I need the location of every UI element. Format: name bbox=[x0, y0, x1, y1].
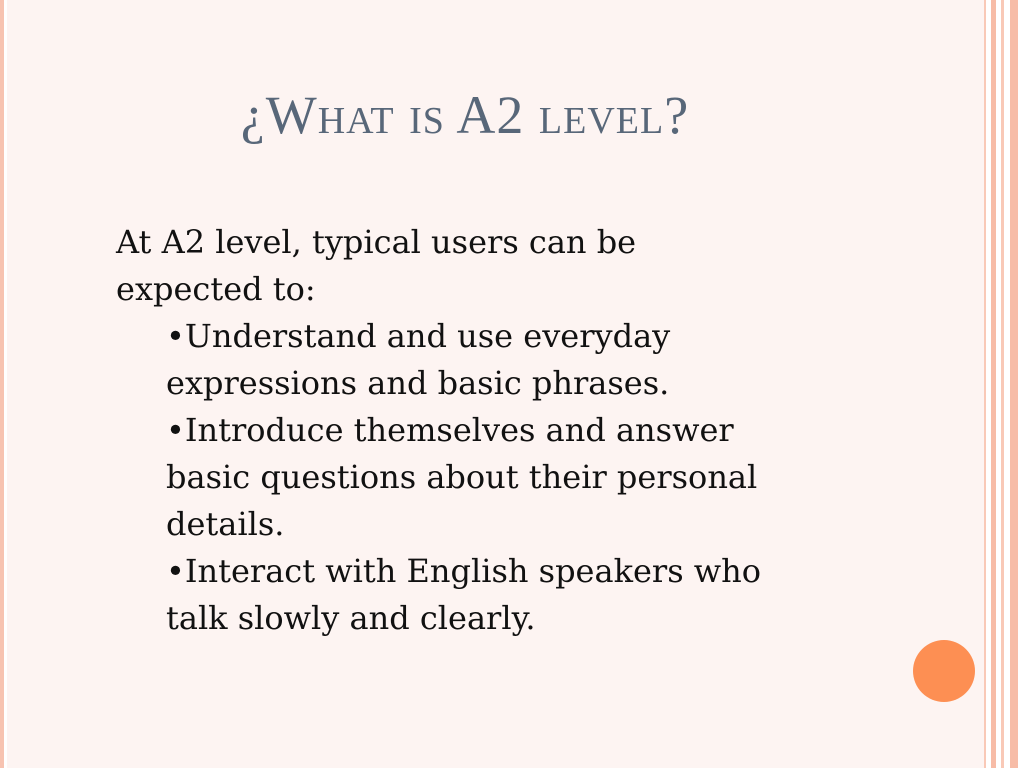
right-decorative-stripes bbox=[984, 0, 1024, 768]
bullet-item bbox=[166, 548, 806, 642]
stripe bbox=[984, 0, 986, 768]
stripe bbox=[1001, 0, 1004, 768]
bullet-list bbox=[116, 313, 836, 642]
stripe bbox=[1010, 0, 1018, 768]
slide-body bbox=[116, 219, 836, 642]
bullet-text: Interact with English speakers who talk slowly and clearly. bbox=[166, 552, 762, 637]
intro-text: At A2 level, typical users can be expected to: bbox=[116, 223, 637, 308]
bullet-marker: • bbox=[166, 317, 185, 355]
bullet-text: Introduce themselves and answer basic questions about their personal details. bbox=[166, 411, 758, 543]
bullet-text: Understand and use everyday expressions and basic phrases. bbox=[166, 317, 671, 402]
bullet-marker: • bbox=[166, 411, 185, 449]
bullet-item bbox=[166, 407, 806, 548]
bullet-marker: • bbox=[166, 552, 185, 590]
slide-title: ¿What is A2 level? bbox=[240, 85, 690, 145]
stripe bbox=[991, 0, 996, 768]
bullet-item bbox=[166, 313, 806, 407]
orange-circle-decoration bbox=[913, 640, 975, 702]
